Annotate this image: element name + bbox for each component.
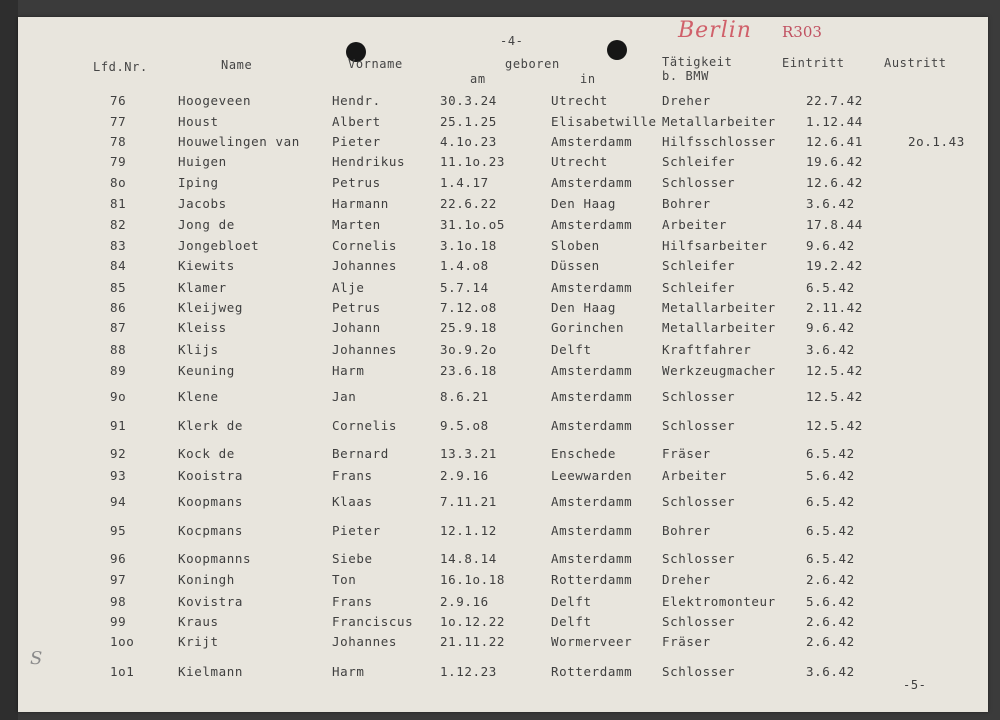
row-vorname: Harm — [332, 664, 365, 679]
row-vorname: Jan — [332, 389, 357, 404]
row-birth-place: Delft — [551, 614, 592, 629]
row-birth-place: Utrecht — [551, 154, 608, 169]
row-birth-place: Düssen — [551, 258, 600, 273]
row-entry-date: 12.5.42 — [806, 363, 863, 378]
row-birth-date: 14.8.14 — [440, 551, 497, 566]
row-birth-place: Amsterdamm — [551, 389, 633, 404]
row-nr: 82 — [110, 217, 127, 232]
row-name: Koningh — [178, 572, 235, 587]
row-nr: 78 — [110, 134, 127, 149]
row-birth-date: 1.4.17 — [440, 175, 489, 190]
row-birth-date: 2.9.16 — [440, 594, 489, 609]
row-name: Houwelingen van — [178, 134, 300, 149]
row-birth-date: 3o.9.2o — [440, 342, 497, 357]
row-birth-date: 1.4.o8 — [440, 258, 489, 273]
row-entry-date: 12.6.42 — [806, 175, 863, 190]
row-birth-date: 4.1o.23 — [440, 134, 497, 149]
row-entry-date: 9.6.42 — [806, 238, 855, 253]
row-birth-date: 30.3.24 — [440, 93, 497, 108]
row-birth-date: 7.11.21 — [440, 494, 497, 509]
row-entry-date: 5.6.42 — [806, 594, 855, 609]
row-name: Kooistra — [178, 468, 244, 483]
col-header-nr: Lfd.Nr. — [93, 60, 148, 74]
row-vorname: Johann — [332, 320, 381, 335]
row-birth-date: 11.1o.23 — [440, 154, 506, 169]
row-occupation: Arbeiter — [662, 468, 728, 483]
row-nr: 76 — [110, 93, 127, 108]
row-birth-place: Utrecht — [551, 93, 608, 108]
row-nr: 84 — [110, 258, 127, 273]
row-vorname: Siebe — [332, 551, 373, 566]
row-occupation: Fräser — [662, 446, 711, 461]
row-nr: 95 — [110, 523, 127, 538]
row-birth-date: 13.3.21 — [440, 446, 497, 461]
row-vorname: Harm — [332, 363, 365, 378]
row-vorname: Franciscus — [332, 614, 414, 629]
row-occupation: Dreher — [662, 93, 711, 108]
row-vorname: Frans — [332, 594, 373, 609]
row-entry-date: 1.12.44 — [806, 114, 863, 129]
row-birth-place: Gorinchen — [551, 320, 625, 335]
row-occupation: Schlosser — [662, 664, 736, 679]
row-occupation: Kraftfahrer — [662, 342, 752, 357]
col-header-vorname: Vorname — [348, 57, 403, 71]
row-entry-date: 22.7.42 — [806, 93, 863, 108]
row-occupation: Bohrer — [662, 196, 711, 211]
col-header-am: am — [470, 72, 486, 86]
row-occupation: Hilfsschlosser — [662, 134, 776, 149]
row-nr: 9o — [110, 389, 127, 404]
row-vorname: Pieter — [332, 134, 381, 149]
row-entry-date: 3.6.42 — [806, 196, 855, 211]
row-nr: 77 — [110, 114, 127, 129]
row-birth-place: Amsterdamm — [551, 217, 633, 232]
row-vorname: Johannes — [332, 634, 398, 649]
row-nr: 92 — [110, 446, 127, 461]
row-birth-date: 25.9.18 — [440, 320, 497, 335]
row-birth-place: Delft — [551, 342, 592, 357]
row-vorname: Marten — [332, 217, 381, 232]
row-birth-date: 12.1.12 — [440, 523, 497, 538]
row-name: Hoogeveen — [178, 93, 252, 108]
row-birth-date: 7.12.o8 — [440, 300, 497, 315]
row-entry-date: 3.6.42 — [806, 342, 855, 357]
row-occupation: Dreher — [662, 572, 711, 587]
row-nr: 81 — [110, 196, 127, 211]
row-birth-place: Sloben — [551, 238, 600, 253]
row-birth-date: 31.1o.o5 — [440, 217, 506, 232]
row-birth-date: 5.7.14 — [440, 280, 489, 295]
row-birth-place: Amsterdamm — [551, 418, 633, 433]
row-birth-place: Delft — [551, 594, 592, 609]
scan-edge — [0, 0, 18, 720]
row-birth-date: 8.6.21 — [440, 389, 489, 404]
row-vorname: Alje — [332, 280, 365, 295]
row-name: Kleijweg — [178, 300, 244, 315]
col-header-taetigkeit: Tätigkeit — [662, 55, 733, 69]
row-name: Klene — [178, 389, 219, 404]
row-entry-date: 2.6.42 — [806, 634, 855, 649]
row-entry-date: 3.6.42 — [806, 664, 855, 679]
row-vorname: Albert — [332, 114, 381, 129]
row-entry-date: 6.5.42 — [806, 523, 855, 538]
row-occupation: Schleifer — [662, 154, 736, 169]
row-occupation: Metallarbeiter — [662, 114, 776, 129]
row-entry-date: 2.6.42 — [806, 572, 855, 587]
row-entry-date: 12.5.42 — [806, 389, 863, 404]
row-name: Koopmans — [178, 494, 244, 509]
row-vorname: Klaas — [332, 494, 373, 509]
row-name: Krijt — [178, 634, 219, 649]
row-occupation: Schlosser — [662, 175, 736, 190]
row-name: Jongebloet — [178, 238, 260, 253]
row-birth-date: 21.11.22 — [440, 634, 506, 649]
row-birth-place: Amsterdamm — [551, 494, 633, 509]
row-birth-place: Leewwarden — [551, 468, 633, 483]
row-birth-date: 1.12.23 — [440, 664, 497, 679]
page-number-bottom: -5- — [903, 678, 927, 692]
row-occupation: Schleifer — [662, 258, 736, 273]
row-nr: 96 — [110, 551, 127, 566]
row-entry-date: 19.6.42 — [806, 154, 863, 169]
row-name: Kleiss — [178, 320, 227, 335]
row-occupation: Fräser — [662, 634, 711, 649]
row-occupation: Elektromonteur — [662, 594, 776, 609]
row-name: Klerk de — [178, 418, 244, 433]
punch-hole-right — [607, 40, 627, 60]
row-vorname: Johannes — [332, 258, 398, 273]
row-entry-date: 19.2.42 — [806, 258, 863, 273]
row-name: Klamer — [178, 280, 227, 295]
row-birth-place: Elisabetwille — [551, 114, 657, 129]
row-birth-date: 16.1o.18 — [440, 572, 506, 587]
row-entry-date: 17.8.44 — [806, 217, 863, 232]
row-nr: 89 — [110, 363, 127, 378]
row-occupation: Schleifer — [662, 280, 736, 295]
row-vorname: Petrus — [332, 300, 381, 315]
row-name: Kovistra — [178, 594, 244, 609]
row-vorname: Hendr. — [332, 93, 381, 108]
row-vorname: Petrus — [332, 175, 381, 190]
row-nr: 1o1 — [110, 664, 135, 679]
col-header-taetigkeit-sub: b. BMW — [662, 69, 709, 83]
row-occupation: Werkzeugmacher — [662, 363, 776, 378]
row-nr: 86 — [110, 300, 127, 315]
row-entry-date: 5.6.42 — [806, 468, 855, 483]
row-birth-place: Amsterdamm — [551, 175, 633, 190]
row-vorname: Cornelis — [332, 418, 398, 433]
row-entry-date: 6.5.42 — [806, 280, 855, 295]
row-occupation: Schlosser — [662, 614, 736, 629]
row-birth-date: 25.1.25 — [440, 114, 497, 129]
row-birth-place: Amsterdamm — [551, 280, 633, 295]
row-birth-date: 9.5.o8 — [440, 418, 489, 433]
row-vorname: Hendrikus — [332, 154, 406, 169]
row-occupation: Schlosser — [662, 389, 736, 404]
row-exit-date: 2o.1.43 — [908, 134, 965, 149]
row-name: Huigen — [178, 154, 227, 169]
col-header-austritt: Austritt — [884, 56, 947, 70]
row-name: Iping — [178, 175, 219, 190]
row-occupation: Schlosser — [662, 418, 736, 433]
page-number-top: -4- — [500, 34, 524, 48]
row-name: Kocpmans — [178, 523, 244, 538]
row-entry-date: 12.5.42 — [806, 418, 863, 433]
row-occupation: Bohrer — [662, 523, 711, 538]
row-nr: 93 — [110, 468, 127, 483]
handwritten-annotation: Berlin — [678, 18, 752, 43]
row-entry-date: 9.6.42 — [806, 320, 855, 335]
col-header-in: in — [580, 72, 596, 86]
row-nr: 99 — [110, 614, 127, 629]
row-occupation: Arbeiter — [662, 217, 728, 232]
row-occupation: Schlosser — [662, 551, 736, 566]
row-entry-date: 2.11.42 — [806, 300, 863, 315]
row-name: Jacobs — [178, 196, 227, 211]
row-nr: 94 — [110, 494, 127, 509]
row-occupation: Schlosser — [662, 494, 736, 509]
row-nr: 8o — [110, 175, 127, 190]
row-name: Kock de — [178, 446, 235, 461]
row-name: Kielmann — [178, 664, 244, 679]
row-birth-date: 3.1o.18 — [440, 238, 497, 253]
row-occupation: Metallarbeiter — [662, 300, 776, 315]
row-nr: 85 — [110, 280, 127, 295]
handwritten-annotation-code: R303 — [782, 23, 822, 41]
row-birth-place: Amsterdamm — [551, 363, 633, 378]
row-name: Koopmanns — [178, 551, 252, 566]
row-vorname: Johannes — [332, 342, 398, 357]
col-header-geboren: geboren — [505, 57, 560, 71]
row-entry-date: 6.5.42 — [806, 494, 855, 509]
row-nr: 97 — [110, 572, 127, 587]
row-nr: 98 — [110, 594, 127, 609]
row-birth-place: Den Haag — [551, 196, 617, 211]
row-name: Keuning — [178, 363, 235, 378]
row-birth-date: 2.9.16 — [440, 468, 489, 483]
row-vorname: Cornelis — [332, 238, 398, 253]
row-nr: 87 — [110, 320, 127, 335]
pencil-mark: S — [30, 648, 43, 669]
row-vorname: Pieter — [332, 523, 381, 538]
row-birth-place: Amsterdamm — [551, 551, 633, 566]
row-entry-date: 2.6.42 — [806, 614, 855, 629]
row-birth-place: Rotterdamm — [551, 572, 633, 587]
col-header-name: Name — [221, 58, 253, 72]
row-birth-date: 23.6.18 — [440, 363, 497, 378]
row-occupation: Hilfsarbeiter — [662, 238, 768, 253]
row-nr: 79 — [110, 154, 127, 169]
row-name: Kraus — [178, 614, 219, 629]
row-name: Jong de — [178, 217, 235, 232]
row-entry-date: 12.6.41 — [806, 134, 863, 149]
row-name: Kiewits — [178, 258, 235, 273]
row-birth-place: Enschede — [551, 446, 617, 461]
row-birth-place: Amsterdamm — [551, 134, 633, 149]
row-birth-place: Den Haag — [551, 300, 617, 315]
row-nr: 1oo — [110, 634, 135, 649]
row-birth-place: Amsterdamm — [551, 523, 633, 538]
row-vorname: Ton — [332, 572, 357, 587]
row-birth-place: Rotterdamm — [551, 664, 633, 679]
row-occupation: Metallarbeiter — [662, 320, 776, 335]
row-nr: 83 — [110, 238, 127, 253]
row-birth-date: 1o.12.22 — [440, 614, 506, 629]
row-birth-date: 22.6.22 — [440, 196, 497, 211]
row-entry-date: 6.5.42 — [806, 446, 855, 461]
row-nr: 91 — [110, 418, 127, 433]
row-nr: 88 — [110, 342, 127, 357]
row-vorname: Frans — [332, 468, 373, 483]
col-header-eintritt: Eintritt — [782, 56, 845, 70]
row-name: Klijs — [178, 342, 219, 357]
row-entry-date: 6.5.42 — [806, 551, 855, 566]
row-birth-place: Wormerveer — [551, 634, 633, 649]
row-vorname: Bernard — [332, 446, 389, 461]
row-name: Houst — [178, 114, 219, 129]
row-vorname: Harmann — [332, 196, 389, 211]
